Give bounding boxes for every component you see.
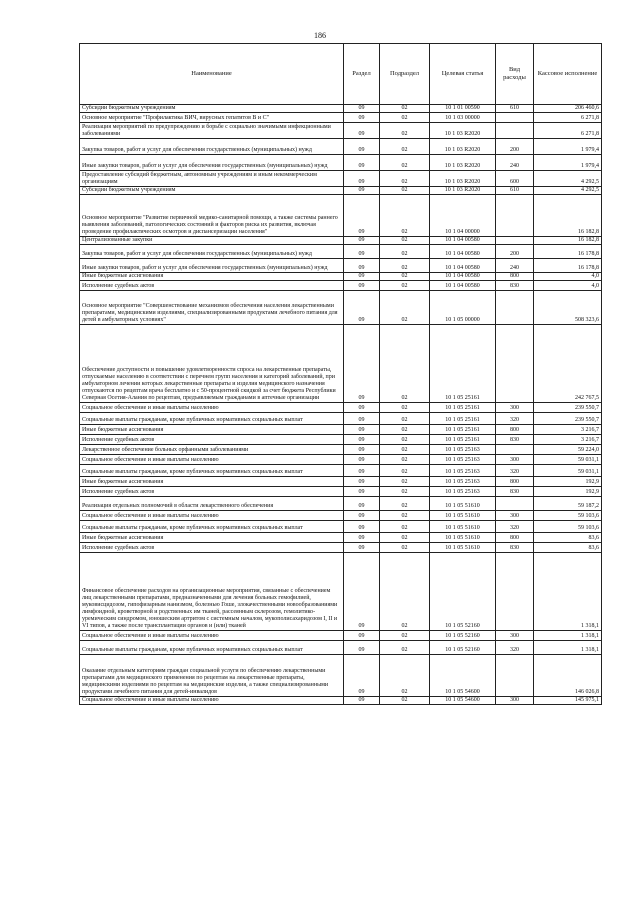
row-article: 10 1 05 25161 [430, 435, 496, 445]
row-article: 10 1 03 R2020 [430, 171, 496, 187]
row-section: 09 [344, 425, 380, 435]
row-amount: 16 178,8 [534, 259, 602, 273]
row-section: 09 [344, 113, 380, 123]
row-name: Социальное обеспечение и иные выплаты населению [80, 403, 344, 413]
row-article: 10 1 05 52160 [430, 631, 496, 641]
row-subsection: 02 [380, 533, 430, 543]
row-subsection: 02 [380, 511, 430, 521]
row-name: Иные закупки товаров, работ и услуг для обеспечения государственных (муниципальных) нужд [80, 155, 344, 171]
row-subsection: 02 [380, 291, 430, 325]
header-article: Целевая статья [430, 44, 496, 105]
table-row [80, 195, 602, 237]
row-amount: 83,6 [534, 533, 602, 543]
row-amount: 59 031,1 [534, 455, 602, 465]
row-subsection: 02 [380, 641, 430, 655]
table-row [80, 425, 602, 435]
row-section: 09 [344, 465, 380, 477]
row-expense-type [496, 291, 534, 325]
table-row [80, 655, 602, 697]
row-name: Исполнение судебных актов [80, 543, 344, 553]
row-expense-type: 320 [496, 641, 534, 655]
table-row [80, 465, 602, 477]
row-article: 10 1 04 00580 [430, 281, 496, 291]
row-article: 10 1 03 R2020 [430, 139, 496, 155]
row-section: 09 [344, 655, 380, 697]
row-expense-type: 600 [496, 171, 534, 187]
row-section: 09 [344, 281, 380, 291]
row-expense-type: 300 [496, 403, 534, 413]
row-article: 10 1 05 00000 [430, 291, 496, 325]
row-subsection: 02 [380, 425, 430, 435]
row-section: 09 [344, 237, 380, 245]
row-section: 09 [344, 477, 380, 487]
row-article: 10 1 03 R2020 [430, 155, 496, 171]
table-row [80, 187, 602, 195]
row-name: Предоставление субсидий бюджетным, автономным учреждениям и иным некоммерческим организациям [80, 171, 344, 187]
row-subsection: 02 [380, 105, 430, 113]
row-subsection: 02 [380, 553, 430, 631]
row-section: 09 [344, 511, 380, 521]
header-expense-type: Вид расходы [496, 44, 534, 105]
row-subsection: 02 [380, 237, 430, 245]
row-article: 10 1 05 25163 [430, 487, 496, 497]
row-section: 09 [344, 435, 380, 445]
row-subsection: 02 [380, 113, 430, 123]
row-subsection: 02 [380, 477, 430, 487]
table-header-row [80, 44, 602, 105]
table-row [80, 445, 602, 455]
header-amount: Кассовое исполнение [534, 44, 602, 105]
row-section: 09 [344, 291, 380, 325]
row-subsection: 02 [380, 413, 430, 425]
row-amount: 4,0 [534, 273, 602, 281]
row-subsection: 02 [380, 245, 430, 259]
table-row [80, 533, 602, 543]
row-article: 10 1 05 25163 [430, 455, 496, 465]
row-expense-type [496, 325, 534, 403]
row-name: Иные бюджетные ассигнования [80, 533, 344, 543]
row-amount: 1 979,4 [534, 139, 602, 155]
row-article: 10 1 04 00000 [430, 195, 496, 237]
row-article: 10 1 05 25161 [430, 325, 496, 403]
row-section: 09 [344, 123, 380, 139]
row-section: 09 [344, 273, 380, 281]
row-subsection: 02 [380, 325, 430, 403]
row-subsection: 02 [380, 465, 430, 477]
row-name: Социальное обеспечение и иные выплаты населению [80, 697, 344, 705]
row-article: 10 1 05 51610 [430, 543, 496, 553]
row-expense-type [496, 655, 534, 697]
table-row [80, 511, 602, 521]
row-subsection: 02 [380, 273, 430, 281]
row-name: Основное мероприятие "Профилактика ВИЧ, вирусных гепатитов В и С" [80, 113, 344, 123]
row-article: 10 1 05 52160 [430, 641, 496, 655]
row-name: Социальное обеспечение и иные выплаты населению [80, 511, 344, 521]
row-name: Закупка товаров, работ и услуг для обеспечения государственных (муниципальных) нужд [80, 139, 344, 155]
row-article: 10 1 01 00590 [430, 105, 496, 113]
row-amount: 192,9 [534, 487, 602, 497]
row-subsection: 02 [380, 445, 430, 455]
table-row [80, 291, 602, 325]
row-article: 10 1 04 00580 [430, 259, 496, 273]
row-expense-type: 300 [496, 455, 534, 465]
table-row [80, 273, 602, 281]
row-amount: 1 318,1 [534, 641, 602, 655]
row-expense-type [496, 237, 534, 245]
row-expense-type: 830 [496, 487, 534, 497]
row-subsection: 02 [380, 187, 430, 195]
row-article: 10 1 03 00000 [430, 113, 496, 123]
row-amount: 239 550,7 [534, 413, 602, 425]
row-amount: 145 975,1 [534, 697, 602, 705]
row-section: 09 [344, 413, 380, 425]
row-expense-type [496, 123, 534, 139]
row-article: 10 1 05 25163 [430, 477, 496, 487]
row-name: Иные бюджетные ассигнования [80, 477, 344, 487]
row-article: 10 1 05 25161 [430, 413, 496, 425]
row-subsection: 02 [380, 543, 430, 553]
row-expense-type: 830 [496, 281, 534, 291]
row-name: Социальное обеспечение и иные выплаты населению [80, 631, 344, 641]
row-subsection: 02 [380, 155, 430, 171]
header-subsection: Подраздел [380, 44, 430, 105]
row-article: 10 1 05 25163 [430, 465, 496, 477]
row-expense-type: 300 [496, 631, 534, 641]
row-amount: 242 767,5 [534, 325, 602, 403]
row-expense-type: 800 [496, 477, 534, 487]
row-amount: 508 323,6 [534, 291, 602, 325]
row-section: 09 [344, 553, 380, 631]
row-amount: 3 216,7 [534, 435, 602, 445]
header-name: Наименование [80, 44, 344, 105]
row-expense-type: 800 [496, 425, 534, 435]
row-amount: 59 103,6 [534, 511, 602, 521]
row-name: Социальные выплаты гражданам, кроме публичных нормативных социальных выплат [80, 465, 344, 477]
table-row [80, 413, 602, 425]
row-amount: 192,9 [534, 477, 602, 487]
row-amount: 1 979,4 [534, 155, 602, 171]
table-row [80, 139, 602, 155]
row-name: Основное мероприятие "Совершенствование механизмов обеспечения населения лекарственными препаратами, медицинскими изделиями, специализированными продуктами лечебного питания для детей в амбулаторных условиях" [80, 291, 344, 325]
row-subsection: 02 [380, 497, 430, 511]
row-name: Основное мероприятие "Развитие первичной медико-санитарной помощи, а также системы раннего выявления заболеваний, патологических состояний и факторов риска их развития, включая проведение профилактических осмотров и диспансеризации населения" [80, 195, 344, 237]
table-row [80, 477, 602, 487]
row-subsection: 02 [380, 631, 430, 641]
row-subsection: 02 [380, 259, 430, 273]
budget-execution-table [79, 43, 602, 705]
row-amount: 4 292,5 [534, 171, 602, 187]
row-name: Реализация отдельных полномочий в области лекарственного обеспечения [80, 497, 344, 511]
row-amount: 59 031,1 [534, 465, 602, 477]
row-section: 09 [344, 497, 380, 511]
row-amount: 1 318,1 [534, 553, 602, 631]
row-section: 09 [344, 641, 380, 655]
row-amount: 59 103,6 [534, 521, 602, 533]
row-expense-type: 320 [496, 521, 534, 533]
row-expense-type: 320 [496, 465, 534, 477]
table-row [80, 403, 602, 413]
row-expense-type: 800 [496, 533, 534, 543]
row-section: 09 [344, 245, 380, 259]
row-expense-type: 830 [496, 543, 534, 553]
row-article: 10 1 05 51610 [430, 497, 496, 511]
row-subsection: 02 [380, 403, 430, 413]
row-article: 10 1 04 00580 [430, 245, 496, 259]
row-name: Финансовое обеспечение расходов на организационные мероприятия, связанные с обеспечением лиц лекарственными препаратами, предназначенными для лечения больных гемофилией, муковисцидозом, гипофизарным нанизмом, болезнью Гоше, злокачественными новообразованиями лимфоидной, кроветворной и родственных им тканей, рассеянным склерозом, гемолитико-уремическим синдромом, юношеским артритом с системным началом, мукополисахаридозом I, II и VI типов, а также после трансплантации органов и (или) тканей [80, 553, 344, 631]
row-name: Реализация мероприятий по предупреждению и борьбе с социально значимыми инфекционными заболеваниями [80, 123, 344, 139]
row-subsection: 02 [380, 521, 430, 533]
row-article: 10 1 05 51610 [430, 511, 496, 521]
row-section: 09 [344, 533, 380, 543]
row-expense-type: 610 [496, 187, 534, 195]
row-name: Иные закупки товаров, работ и услуг для обеспечения государственных (муниципальных) нужд [80, 259, 344, 273]
row-section: 09 [344, 631, 380, 641]
row-amount: 59 224,0 [534, 445, 602, 455]
row-amount: 1 318,1 [534, 631, 602, 641]
table-row [80, 543, 602, 553]
row-subsection: 02 [380, 455, 430, 465]
row-expense-type: 300 [496, 697, 534, 705]
row-subsection: 02 [380, 487, 430, 497]
table-row [80, 521, 602, 533]
row-expense-type: 300 [496, 511, 534, 521]
table-row [80, 497, 602, 511]
row-section: 09 [344, 403, 380, 413]
row-amount: 16 182,8 [534, 237, 602, 245]
row-subsection: 02 [380, 281, 430, 291]
row-subsection: 02 [380, 171, 430, 187]
row-expense-type [496, 497, 534, 511]
row-name: Исполнение судебных актов [80, 487, 344, 497]
row-section: 09 [344, 455, 380, 465]
row-amount: 4,0 [534, 281, 602, 291]
row-expense-type: 240 [496, 155, 534, 171]
row-section: 09 [344, 697, 380, 705]
row-amount: 206 460,6 [534, 105, 602, 113]
table-row [80, 155, 602, 171]
row-expense-type: 320 [496, 413, 534, 425]
table-row [80, 641, 602, 655]
row-article: 10 1 04 00580 [430, 237, 496, 245]
row-section: 09 [344, 521, 380, 533]
row-amount: 59 187,2 [534, 497, 602, 511]
row-subsection: 02 [380, 697, 430, 705]
row-amount: 146 026,8 [534, 655, 602, 697]
row-expense-type: 240 [496, 259, 534, 273]
row-section: 09 [344, 139, 380, 155]
table-row [80, 237, 602, 245]
row-expense-type: 830 [496, 435, 534, 445]
table-row [80, 435, 602, 445]
page-number: 186 [314, 31, 326, 40]
row-amount: 16 178,8 [534, 245, 602, 259]
row-section: 09 [344, 195, 380, 237]
row-name: Централизованные закупки [80, 237, 344, 245]
row-expense-type [496, 195, 534, 237]
table-row [80, 259, 602, 273]
row-amount: 6 271,8 [534, 123, 602, 139]
table-row [80, 553, 602, 631]
row-section: 09 [344, 105, 380, 113]
row-name: Социальное обеспечение и иные выплаты населению [80, 455, 344, 465]
row-article: 10 1 05 51610 [430, 533, 496, 543]
row-subsection: 02 [380, 139, 430, 155]
row-article: 10 1 05 52160 [430, 553, 496, 631]
row-article: 10 1 03 R2020 [430, 123, 496, 139]
row-section: 09 [344, 259, 380, 273]
row-amount: 16 182,8 [534, 195, 602, 237]
row-expense-type [496, 553, 534, 631]
row-article: 10 1 05 25161 [430, 403, 496, 413]
row-section: 09 [344, 155, 380, 171]
header-section: Раздел [344, 44, 380, 105]
table-row [80, 281, 602, 291]
row-section: 09 [344, 445, 380, 455]
row-article: 10 1 05 51610 [430, 521, 496, 533]
row-name: Исполнение судебных актов [80, 435, 344, 445]
table-row [80, 113, 602, 123]
row-subsection: 02 [380, 195, 430, 237]
row-name: Закупка товаров, работ и услуг для обеспечения государственных (муниципальных) нужд [80, 245, 344, 259]
row-name: Социальные выплаты гражданам, кроме публичных нормативных социальных выплат [80, 641, 344, 655]
table-body [80, 105, 602, 705]
row-article: 10 1 05 54600 [430, 655, 496, 697]
row-name: Субсидии бюджетным учреждениям [80, 105, 344, 113]
row-section: 09 [344, 543, 380, 553]
row-section: 09 [344, 325, 380, 403]
table-row [80, 245, 602, 259]
row-expense-type: 200 [496, 139, 534, 155]
row-amount: 4 292,5 [534, 187, 602, 195]
table-row [80, 631, 602, 641]
row-name: Обеспечение доступности и повышение удовлетворенности спроса на лекарственные препараты, отпускаемые населению в соответствии с перечнем групп населения и категорий заболеваний, при амбулаторном лечении которых лекарственные препараты и изделия медицинского назначения отпускаются по рецептам врача бесплатно и с 50-процентной скидкой за счет бюджета Республики Северная Осетия-Алания по рецептам, предъявляемым гражданами в аптечные организации [80, 325, 344, 403]
row-expense-type: 610 [496, 105, 534, 113]
row-article: 10 1 05 25163 [430, 445, 496, 455]
table-row [80, 487, 602, 497]
row-expense-type [496, 445, 534, 455]
row-article: 10 1 04 00580 [430, 273, 496, 281]
row-article: 10 1 05 25161 [430, 425, 496, 435]
table-row [80, 455, 602, 465]
row-name: Оказание отдельным категориям граждан социальной услуги по обеспечению лекарственными препаратами для медицинского применения по рецептам на лекарственные препараты, медицинскими изделиями по рецептам на медицинские изделия, а также специализированными продуктами лечебного питания для детей-инвалидов [80, 655, 344, 697]
row-name: Социальные выплаты гражданам, кроме публичных нормативных социальных выплат [80, 521, 344, 533]
table-row [80, 123, 602, 139]
row-expense-type: 800 [496, 273, 534, 281]
row-amount: 83,6 [534, 543, 602, 553]
row-section: 09 [344, 171, 380, 187]
row-section: 09 [344, 487, 380, 497]
row-name: Социальные выплаты гражданам, кроме публичных нормативных социальных выплат [80, 413, 344, 425]
table-row [80, 171, 602, 187]
table-row [80, 697, 602, 705]
row-amount: 239 550,7 [534, 403, 602, 413]
table-row [80, 105, 602, 113]
row-subsection: 02 [380, 435, 430, 445]
row-article: 10 1 05 54600 [430, 697, 496, 705]
row-article: 10 1 03 R2020 [430, 187, 496, 195]
row-expense-type [496, 113, 534, 123]
row-name: Лекарственное обеспечение больных орфанными заболеваниями [80, 445, 344, 455]
row-amount: 6 271,8 [534, 113, 602, 123]
row-amount: 3 216,7 [534, 425, 602, 435]
row-section: 09 [344, 187, 380, 195]
table-row [80, 325, 602, 403]
row-subsection: 02 [380, 655, 430, 697]
row-name: Иные бюджетные ассигнования [80, 425, 344, 435]
row-name: Исполнение судебных актов [80, 281, 344, 291]
row-name: Иные бюджетные ассигнования [80, 273, 344, 281]
row-subsection: 02 [380, 123, 430, 139]
row-name: Субсидии бюджетным учреждениям [80, 187, 344, 195]
row-expense-type: 200 [496, 245, 534, 259]
